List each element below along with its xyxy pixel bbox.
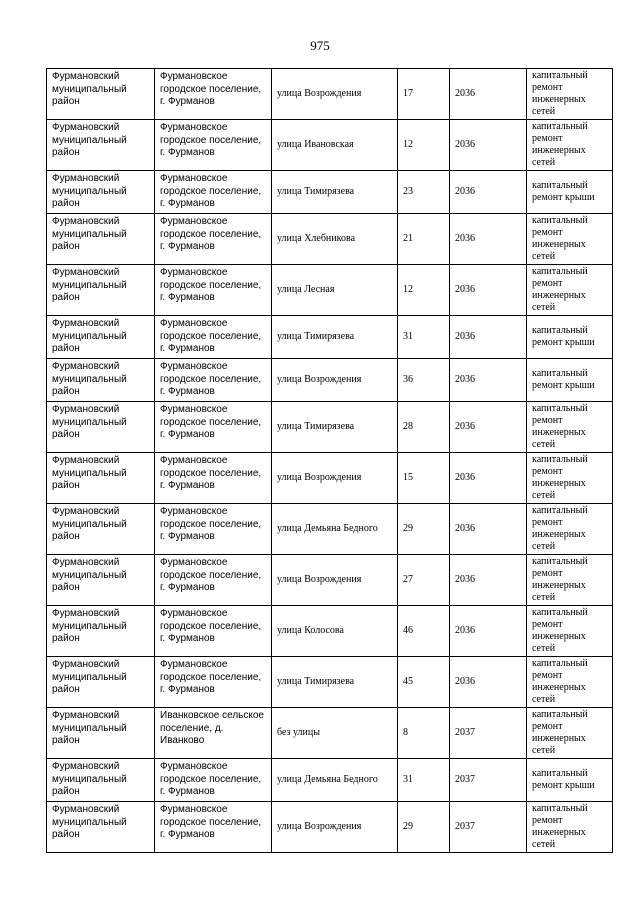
- street-cell: улица Тимирязева: [272, 657, 398, 708]
- year-cell: 2036: [450, 316, 527, 359]
- year-cell: 2037: [450, 802, 527, 853]
- district-cell: Фурмановский муниципальный район: [47, 214, 155, 265]
- table-row: [47, 171, 613, 214]
- street-cell: улица Тимирязева: [272, 402, 398, 453]
- house-number-cell: 29: [398, 802, 450, 853]
- work-type-cell: капитальный ремонт инженерных сетей: [527, 214, 613, 265]
- house-number-cell: 21: [398, 214, 450, 265]
- year-cell: 2037: [450, 708, 527, 759]
- table-row: [47, 214, 613, 265]
- settlement-cell: Фурмановское городское поселение, г. Фурманов: [155, 214, 272, 265]
- district-cell: Фурмановский муниципальный район: [47, 265, 155, 316]
- house-number-cell: 29: [398, 504, 450, 555]
- district-cell: Фурмановский муниципальный район: [47, 171, 155, 214]
- work-type-cell: капитальный ремонт крыши: [527, 359, 613, 402]
- table-row: [47, 802, 613, 853]
- district-cell: Фурмановский муниципальный район: [47, 316, 155, 359]
- settlement-cell: Иванковское сельское поселение, д. Иванково: [155, 708, 272, 759]
- table-row: [47, 657, 613, 708]
- district-cell: Фурмановский муниципальный район: [47, 708, 155, 759]
- year-cell: 2036: [450, 120, 527, 171]
- settlement-cell: Фурмановское городское поселение, г. Фурманов: [155, 606, 272, 657]
- table-row: [47, 606, 613, 657]
- district-cell: Фурмановский муниципальный район: [47, 120, 155, 171]
- district-cell: Фурмановский муниципальный район: [47, 606, 155, 657]
- settlement-cell: Фурмановское городское поселение, г. Фурманов: [155, 657, 272, 708]
- table-row: [47, 759, 613, 802]
- district-cell: Фурмановский муниципальный район: [47, 453, 155, 504]
- table-row: [47, 555, 613, 606]
- settlement-cell: Фурмановское городское поселение, г. Фурманов: [155, 359, 272, 402]
- settlement-cell: Фурмановское городское поселение, г. Фурманов: [155, 69, 272, 120]
- house-number-cell: 12: [398, 265, 450, 316]
- table-body: [47, 69, 613, 853]
- year-cell: 2036: [450, 359, 527, 402]
- house-number-cell: 23: [398, 171, 450, 214]
- table-row: [47, 120, 613, 171]
- street-cell: улица Тимирязева: [272, 171, 398, 214]
- table-row: [47, 453, 613, 504]
- work-type-cell: капитальный ремонт крыши: [527, 171, 613, 214]
- street-cell: улица Возрождения: [272, 453, 398, 504]
- year-cell: 2036: [450, 171, 527, 214]
- year-cell: 2036: [450, 606, 527, 657]
- house-number-cell: 27: [398, 555, 450, 606]
- street-cell: улица Демьяна Бедного: [272, 504, 398, 555]
- work-type-cell: капитальный ремонт крыши: [527, 316, 613, 359]
- table-row: [47, 504, 613, 555]
- table-row: [47, 402, 613, 453]
- district-cell: Фурмановский муниципальный район: [47, 402, 155, 453]
- work-type-cell: капитальный ремонт инженерных сетей: [527, 120, 613, 171]
- housing-repair-table: [46, 68, 613, 853]
- district-cell: Фурмановский муниципальный район: [47, 802, 155, 853]
- year-cell: 2037: [450, 759, 527, 802]
- settlement-cell: Фурмановское городское поселение, г. Фурманов: [155, 453, 272, 504]
- street-cell: улица Лесная: [272, 265, 398, 316]
- house-number-cell: 45: [398, 657, 450, 708]
- settlement-cell: Фурмановское городское поселение, г. Фурманов: [155, 402, 272, 453]
- street-cell: улица Колосова: [272, 606, 398, 657]
- house-number-cell: 31: [398, 316, 450, 359]
- street-cell: улица Возрождения: [272, 359, 398, 402]
- district-cell: Фурмановский муниципальный район: [47, 69, 155, 120]
- street-cell: улица Ивановская: [272, 120, 398, 171]
- year-cell: 2036: [450, 214, 527, 265]
- street-cell: улица Тимирязева: [272, 316, 398, 359]
- street-cell: улица Возрождения: [272, 802, 398, 853]
- street-cell: улица Демьяна Бедного: [272, 759, 398, 802]
- work-type-cell: капитальный ремонт инженерных сетей: [527, 402, 613, 453]
- house-number-cell: 46: [398, 606, 450, 657]
- work-type-cell: капитальный ремонт инженерных сетей: [527, 69, 613, 120]
- table-row: [47, 316, 613, 359]
- district-cell: Фурмановский муниципальный район: [47, 504, 155, 555]
- settlement-cell: Фурмановское городское поселение, г. Фурманов: [155, 171, 272, 214]
- house-number-cell: 31: [398, 759, 450, 802]
- district-cell: Фурмановский муниципальный район: [47, 359, 155, 402]
- work-type-cell: капитальный ремонт крыши: [527, 759, 613, 802]
- year-cell: 2036: [450, 657, 527, 708]
- house-number-cell: 15: [398, 453, 450, 504]
- settlement-cell: Фурмановское городское поселение, г. Фурманов: [155, 316, 272, 359]
- work-type-cell: капитальный ремонт инженерных сетей: [527, 265, 613, 316]
- street-cell: улица Возрождения: [272, 69, 398, 120]
- street-cell: без улицы: [272, 708, 398, 759]
- settlement-cell: Фурмановское городское поселение, г. Фурманов: [155, 802, 272, 853]
- settlement-cell: Фурмановское городское поселение, г. Фурманов: [155, 265, 272, 316]
- year-cell: 2036: [450, 504, 527, 555]
- year-cell: 2036: [450, 69, 527, 120]
- work-type-cell: капитальный ремонт инженерных сетей: [527, 504, 613, 555]
- year-cell: 2036: [450, 555, 527, 606]
- settlement-cell: Фурмановское городское поселение, г. Фурманов: [155, 504, 272, 555]
- settlement-cell: Фурмановское городское поселение, г. Фурманов: [155, 120, 272, 171]
- table-row: [47, 265, 613, 316]
- house-number-cell: 28: [398, 402, 450, 453]
- house-number-cell: 17: [398, 69, 450, 120]
- house-number-cell: 36: [398, 359, 450, 402]
- house-number-cell: 12: [398, 120, 450, 171]
- district-cell: Фурмановский муниципальный район: [47, 657, 155, 708]
- page-number: 975: [310, 38, 330, 53]
- year-cell: 2036: [450, 265, 527, 316]
- table-row: [47, 359, 613, 402]
- house-number-cell: 8: [398, 708, 450, 759]
- work-type-cell: капитальный ремонт инженерных сетей: [527, 453, 613, 504]
- district-cell: Фурмановский муниципальный район: [47, 759, 155, 802]
- work-type-cell: капитальный ремонт инженерных сетей: [527, 708, 613, 759]
- work-type-cell: капитальный ремонт инженерных сетей: [527, 555, 613, 606]
- settlement-cell: Фурмановское городское поселение, г. Фурманов: [155, 555, 272, 606]
- district-cell: Фурмановский муниципальный район: [47, 555, 155, 606]
- year-cell: 2036: [450, 402, 527, 453]
- work-type-cell: капитальный ремонт инженерных сетей: [527, 802, 613, 853]
- settlement-cell: Фурмановское городское поселение, г. Фурманов: [155, 759, 272, 802]
- table-row: [47, 708, 613, 759]
- street-cell: улица Возрождения: [272, 555, 398, 606]
- year-cell: 2036: [450, 453, 527, 504]
- table-row: [47, 69, 613, 120]
- street-cell: улица Хлебникова: [272, 214, 398, 265]
- work-type-cell: капитальный ремонт инженерных сетей: [527, 657, 613, 708]
- work-type-cell: капитальный ремонт инженерных сетей: [527, 606, 613, 657]
